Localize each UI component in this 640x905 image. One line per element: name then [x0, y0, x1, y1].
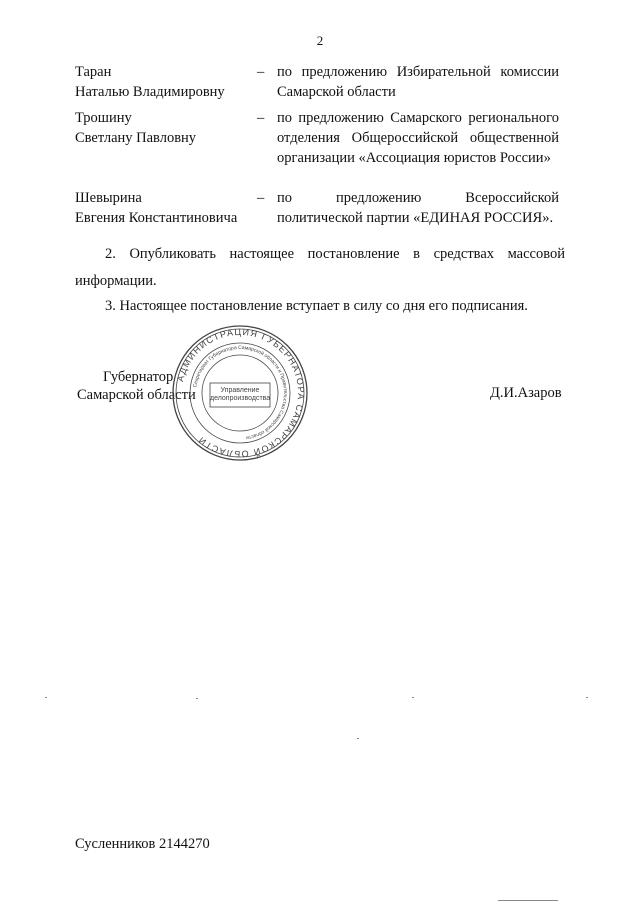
appointment-shevyrin	[75, 188, 565, 248]
appointment-basis	[259, 62, 559, 102]
basis-text: по предложению Всероссийской политической партии «ЕДИНАЯ РОССИЯ».	[277, 190, 559, 226]
appointee-name	[75, 188, 255, 228]
official-seal	[170, 323, 310, 463]
signatory-name: Д.И.Азаров	[490, 385, 562, 401]
basis-text: по предложению Самарского регионального отделения Общероссийской общественной организации «Ассоциация юристов России»	[277, 110, 559, 166]
appointment-basis	[259, 188, 559, 228]
paragraph-effective: 3. Настоящее постановление вступает в силу со дня его подписания.	[105, 298, 528, 314]
appointee-name	[75, 108, 255, 148]
seal-inner-text: Управление делопроизводства	[210, 387, 270, 402]
signatory-title-line2: Самарской области	[77, 387, 196, 403]
dash: –	[257, 190, 265, 206]
signatory-title-line1: Губернатор	[103, 369, 174, 385]
scan-speck	[357, 738, 359, 739]
scan-speck	[586, 697, 588, 698]
seal-ring-text: Секретариат Губернатора Самарской области и Правительства Самарской области	[192, 344, 289, 441]
executor-footer: Сусленников 2144270	[75, 836, 210, 852]
scan-speck	[498, 900, 558, 901]
given-names: Светлану Павловну	[75, 130, 197, 146]
appointment-basis	[259, 108, 559, 168]
scan-speck	[196, 698, 198, 699]
surname: Таран	[75, 64, 112, 80]
signatory-title	[103, 368, 173, 386]
surname: Трошину	[75, 110, 132, 126]
appointment-troshina	[75, 108, 565, 188]
basis-text: по предложению Избирательной комиссии Самарской области	[277, 64, 559, 100]
dash: –	[257, 110, 265, 126]
page-number: 2	[316, 33, 324, 48]
dash: –	[257, 64, 265, 80]
scan-speck	[45, 697, 47, 698]
appointee-name	[75, 62, 255, 102]
given-names: Наталью Владимировну	[75, 84, 225, 100]
appointment-taran	[75, 62, 565, 102]
surname: Шевырина	[75, 190, 142, 206]
given-names: Евгения Константиновича	[75, 210, 238, 226]
seal-outer-text: АДМИНИСТРАЦИЯ ГУБЕРНАТОРА САМАРСКОЙ ОБЛАСТИ	[175, 326, 307, 460]
paragraph-publish: 2. Опубликовать настоящее постановление в средствах массовой информации.	[75, 246, 565, 289]
scan-speck	[412, 697, 414, 698]
